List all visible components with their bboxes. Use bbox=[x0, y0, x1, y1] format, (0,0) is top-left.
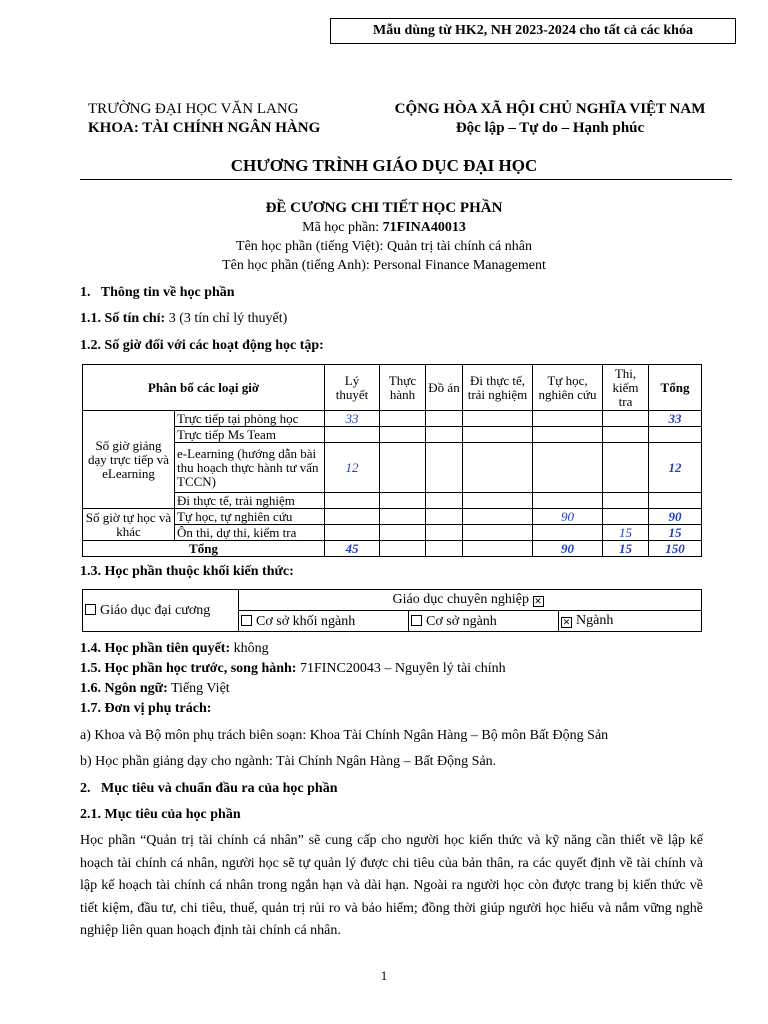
language-label: 1.6. Ngôn ngữ: bbox=[80, 681, 168, 696]
template-note: Mẫu dùng từ HK2, NH 2023-2024 cho tất cả các khóa bbox=[330, 18, 736, 44]
country-name: CỘNG HÒA XÃ HỘI CHỦ NGHĨA VIỆT NAM bbox=[394, 101, 706, 117]
section-1-title: 1. Thông tin về học phần bbox=[80, 285, 235, 300]
group-direct-teaching: Số giờ giảng dạy trực tiếp và eLearning bbox=[83, 411, 175, 509]
target-major: b) Học phần giảng dạy cho ngành: Tài Chính Ngân Hàng – Bất Động Sản. bbox=[80, 754, 497, 769]
major-label: Ngành bbox=[576, 613, 614, 628]
professional-education-label: Giáo dục chuyên nghiệp bbox=[392, 592, 529, 607]
corequisite-line bbox=[80, 660, 506, 678]
responsible-unit-heading: 1.7. Đơn vị phụ trách: bbox=[80, 701, 212, 716]
table-total-row bbox=[83, 541, 702, 557]
total-exam: 15 bbox=[603, 541, 649, 557]
header-field: Đi thực tế, trải nghiệm bbox=[463, 365, 533, 411]
table-row bbox=[83, 509, 702, 525]
cell-theory: 33 bbox=[325, 411, 380, 427]
table-row bbox=[83, 427, 702, 443]
header-project: Đồ án bbox=[426, 365, 463, 411]
header-practice: Thực hành bbox=[380, 365, 426, 411]
cell-total: 15 bbox=[649, 525, 702, 541]
major-checkbox[interactable]: ✕ bbox=[562, 617, 571, 627]
course-code-label: Mã học phần: bbox=[302, 220, 383, 235]
table-row bbox=[83, 411, 702, 427]
table-row bbox=[83, 525, 702, 541]
header-theory: Lý thuyết bbox=[325, 365, 380, 411]
country-motto: Độc lập – Tự do – Hạnh phúc bbox=[455, 120, 645, 136]
faculty-name: KHOA: TÀI CHÍNH NGÂN HÀNG bbox=[88, 120, 321, 136]
cell-total: 90 bbox=[649, 509, 702, 525]
row-label: Trực tiếp Ms Team bbox=[175, 427, 325, 443]
university-name: TRƯỜNG ĐẠI HỌC VĂN LANG bbox=[88, 101, 299, 117]
program-title: CHƯƠNG TRÌNH GIÁO DỤC ĐẠI HỌC bbox=[230, 156, 538, 175]
total-grand: 150 bbox=[649, 541, 702, 557]
total-label: Tổng bbox=[83, 541, 325, 557]
cell-total: 33 bbox=[649, 411, 702, 427]
base-sector-checkbox[interactable] bbox=[241, 615, 252, 626]
cell-self-study: 90 bbox=[533, 509, 603, 525]
base-major-cell bbox=[409, 611, 559, 632]
major-cell bbox=[559, 611, 702, 632]
responsible-department: a) Khoa và Bộ môn phụ trách biên soạn: Khoa Tài Chính Ngân Hàng – Bộ môn Bất Động Sản bbox=[80, 728, 609, 743]
knowledge-block-heading: 1.3. Học phần thuộc khối kiến thức: bbox=[80, 564, 294, 579]
row-label: Đi thực tế, trải nghiệm bbox=[175, 493, 325, 509]
course-name-vi: Tên học phần (tiếng Việt): Quản trị tài chính cá nhân bbox=[236, 239, 532, 254]
general-education-checkbox[interactable] bbox=[85, 604, 96, 615]
corequisite-value: 71FINC20043 – Nguyên lý tài chính bbox=[296, 661, 506, 676]
course-code-value: 71FINA40013 bbox=[382, 220, 466, 235]
credits-value: 3 (3 tín chỉ lý thuyết) bbox=[165, 311, 288, 326]
base-sector-cell bbox=[239, 611, 409, 632]
knowledge-block-table bbox=[82, 589, 702, 632]
corequisite-label: 1.5. Học phần học trước, song hành: bbox=[80, 661, 297, 676]
row-label: Tự học, tự nghiên cứu bbox=[175, 509, 325, 525]
cell-total: 12 bbox=[649, 443, 702, 493]
hours-heading: 1.2. Số giờ đối với các hoạt động học tập: bbox=[80, 338, 324, 353]
header-allocation: Phân bố các loại giờ bbox=[83, 365, 325, 411]
header-exam: Thi, kiểm tra bbox=[603, 365, 649, 411]
group-self-study: Số giờ tự học và khác bbox=[83, 509, 175, 541]
row-label: Trực tiếp tại phòng học bbox=[175, 411, 325, 427]
professional-education-cell bbox=[239, 590, 702, 611]
general-education-cell bbox=[83, 590, 239, 632]
table-row bbox=[83, 493, 702, 509]
language-line bbox=[80, 680, 230, 698]
total-self-study: 90 bbox=[533, 541, 603, 557]
cell-exam: 15 bbox=[603, 525, 649, 541]
base-major-label: Cơ sở ngành bbox=[426, 613, 497, 629]
prerequisite-value: không bbox=[230, 641, 269, 656]
credits-line bbox=[80, 310, 287, 328]
syllabus-title: ĐỀ CƯƠNG CHI TIẾT HỌC PHẦN bbox=[265, 200, 503, 216]
total-theory: 45 bbox=[325, 541, 380, 557]
course-name-en: Tên học phần (tiếng Anh): Personal Finance Management bbox=[222, 258, 546, 273]
credits-label: 1.1. Số tín chỉ: bbox=[80, 311, 166, 326]
header-total: Tổng bbox=[649, 365, 702, 411]
hours-table bbox=[82, 364, 702, 557]
course-objectives-paragraph: Học phần “Quản trị tài chính cá nhân” sẽ cung cấp cho người học kiến thức và kỹ năng cần thiết về lập kế hoạch tài chính cá nhân, người học sẽ tự quản lý được chi tiêu của bản thân, ra các quyết định về tài chính và lập kế hoạch tài chính cá nhân trong ngắn hạn và dài hạn. Ngoài ra người học còn được trang bị kiến thức về tiết kiệm, đầu tư, chi tiêu, thuế, quản trị rủi ro và bảo hiểm; đồng thời giúp người học hiểu và nắm vững nghề nghiệp liên quan hoạch định tài chính cá nhân. bbox=[80, 833, 703, 938]
row-label: Ôn thi, dự thi, kiểm tra bbox=[175, 525, 325, 541]
header-self-study: Tự học, nghiên cứu bbox=[533, 365, 603, 411]
prerequisite-label: 1.4. Học phần tiên quyết: bbox=[80, 641, 231, 656]
base-sector-label: Cơ sở khối ngành bbox=[256, 613, 356, 629]
title-rule bbox=[80, 179, 732, 180]
language-value: Tiếng Việt bbox=[167, 681, 230, 696]
general-education-label: Giáo dục đại cương bbox=[100, 603, 211, 618]
professional-education-checkbox[interactable]: ✕ bbox=[534, 596, 542, 606]
table-row bbox=[83, 443, 702, 493]
cell-theory: 12 bbox=[325, 443, 380, 493]
course-code-line bbox=[0, 219, 768, 237]
page-number: 1 bbox=[380, 968, 388, 983]
prerequisite-line bbox=[80, 640, 269, 658]
course-objectives-heading: 2.1. Mục tiêu của học phần bbox=[80, 807, 241, 822]
row-label: e-Learning (hướng dẫn bài thu hoạch thực hành tư vấn TCCN) bbox=[175, 443, 325, 493]
base-major-checkbox[interactable] bbox=[411, 615, 422, 626]
section-2-title: 2. Mục tiêu và chuẩn đầu ra của học phần bbox=[80, 781, 338, 796]
